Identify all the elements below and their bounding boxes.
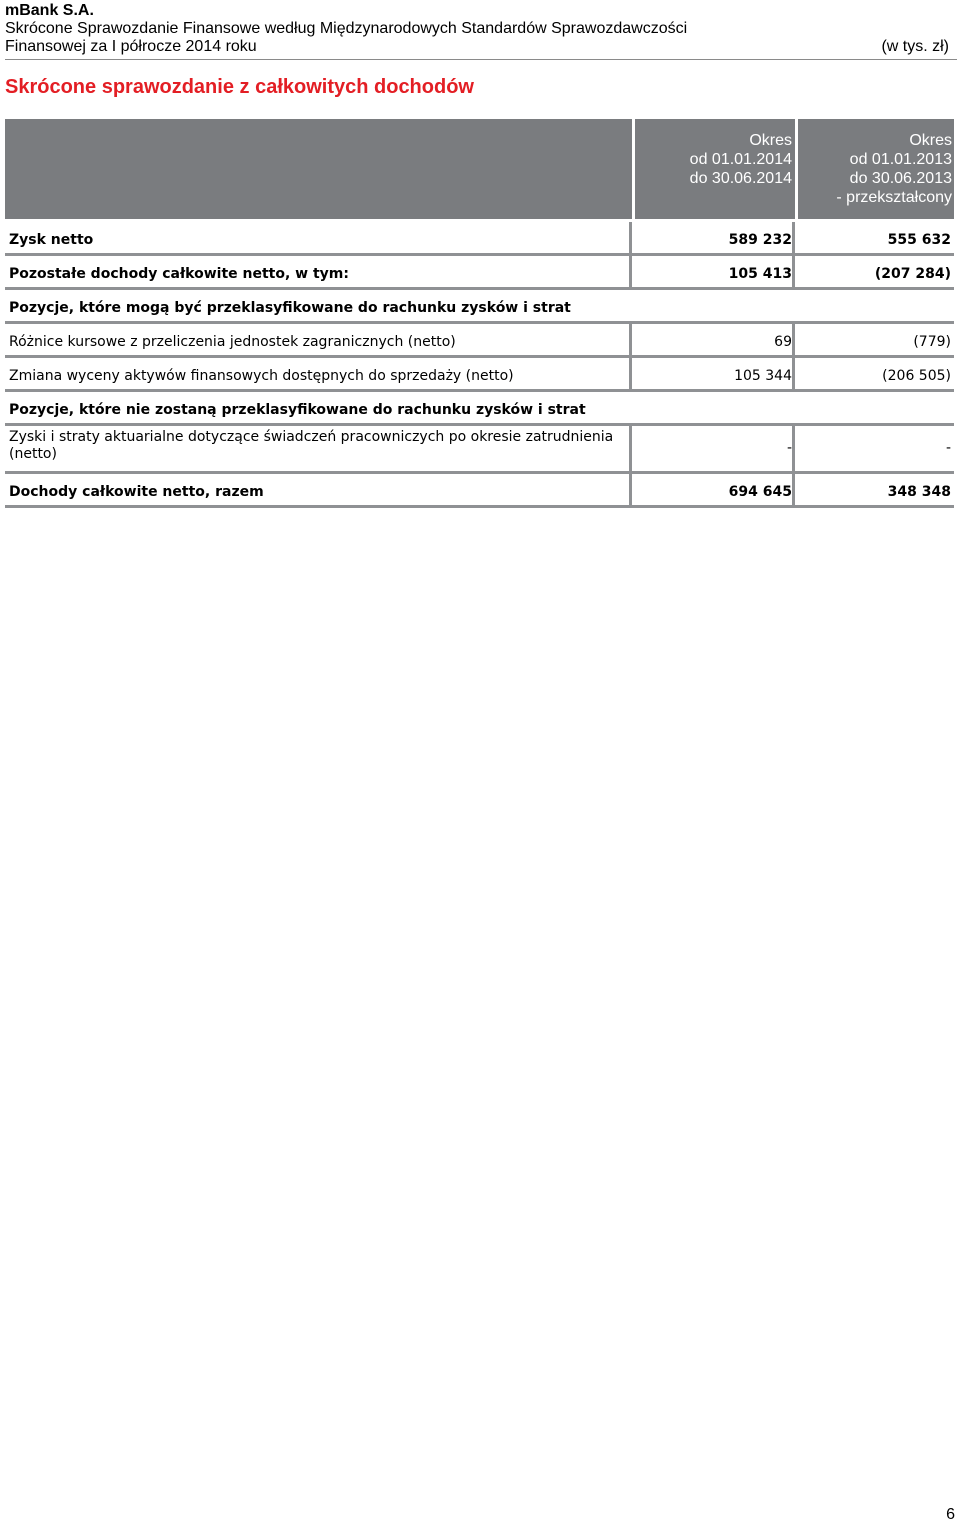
table-header <box>5 119 954 222</box>
cell-value: - <box>945 440 951 456</box>
cell-value: (206 505) <box>882 368 951 384</box>
cell-value: 589 232 <box>728 232 792 248</box>
cell-2013 <box>792 222 954 253</box>
table-row <box>5 256 954 290</box>
column-header-line: do 30.06.2014 <box>689 170 792 187</box>
cell-2014 <box>629 324 795 355</box>
cell-2014 <box>629 474 795 505</box>
cell-2014 <box>629 358 795 389</box>
cell-value: 105 413 <box>728 266 792 282</box>
column-header-line: - przekształcony <box>836 189 952 206</box>
document-header <box>5 0 957 60</box>
row-label: Dochody całkowite netto, razem <box>9 484 264 500</box>
row-label: Zyski i straty aktuarialne dotyczące świadczeń pracowniczych po okresie zatrudnienia (netto) <box>9 429 614 462</box>
cell-2013 <box>792 358 954 389</box>
column-header-line: Okres <box>909 132 952 149</box>
cell-2013 <box>792 324 954 355</box>
row-label: Różnice kursowe z przeliczenia jednostek zagranicznych (netto) <box>9 334 456 350</box>
report-title-line-2: Finansowej za I półrocze 2014 roku <box>5 38 257 55</box>
cell-value: 69 <box>774 334 792 350</box>
table-row <box>5 474 954 508</box>
income-statement-table <box>5 119 954 508</box>
table-section-row <box>5 392 954 426</box>
column-header-line: Okres <box>749 132 792 149</box>
table-row <box>5 222 954 256</box>
cell-2014 <box>629 222 795 253</box>
page-number: 6 <box>946 1506 955 1523</box>
row-label: Pozycje, które mogą być przeklasyfikowane do rachunku zysków i strat <box>9 300 571 316</box>
column-header-line: od 01.01.2014 <box>689 151 792 168</box>
row-label: Pozycje, które nie zostaną przeklasyfikowane do rachunku zysków i strat <box>9 402 586 418</box>
cell-2013 <box>792 474 954 505</box>
row-label: Zmiana wyceny aktywów finansowych dostępnych do sprzedaży (netto) <box>9 368 514 384</box>
cell-value: 348 348 <box>887 484 951 500</box>
section-title: Skrócone sprawozdanie z całkowitych dochodów <box>5 76 474 98</box>
report-title-line-1: Skrócone Sprawozdanie Finansowe według Międzynarodowych Standardów Sprawozdawczości <box>5 20 688 37</box>
currency-unit: (w tys. zł) <box>881 38 949 55</box>
column-header-2014 <box>632 119 795 219</box>
company-name: mBank S.A. <box>5 2 94 19</box>
cell-2014 <box>629 256 795 287</box>
table-row <box>5 426 954 474</box>
table-row <box>5 358 954 392</box>
cell-value: - <box>786 440 792 456</box>
cell-value: 694 645 <box>728 484 792 500</box>
column-header-line: od 01.01.2013 <box>849 151 952 168</box>
column-header-line: do 30.06.2013 <box>849 170 952 187</box>
cell-value: (207 284) <box>874 266 951 282</box>
table-section-row <box>5 290 954 324</box>
row-label: Pozostałe dochody całkowite netto, w tym: <box>9 266 349 282</box>
table-row <box>5 324 954 358</box>
cell-2014 <box>629 426 795 471</box>
cell-2013 <box>792 256 954 287</box>
row-label: Zysk netto <box>9 232 94 248</box>
cell-2013 <box>792 426 954 471</box>
column-header-2013 <box>795 119 954 219</box>
cell-value: 105 344 <box>734 368 792 384</box>
cell-value: (779) <box>913 334 951 350</box>
cell-value: 555 632 <box>887 232 951 248</box>
